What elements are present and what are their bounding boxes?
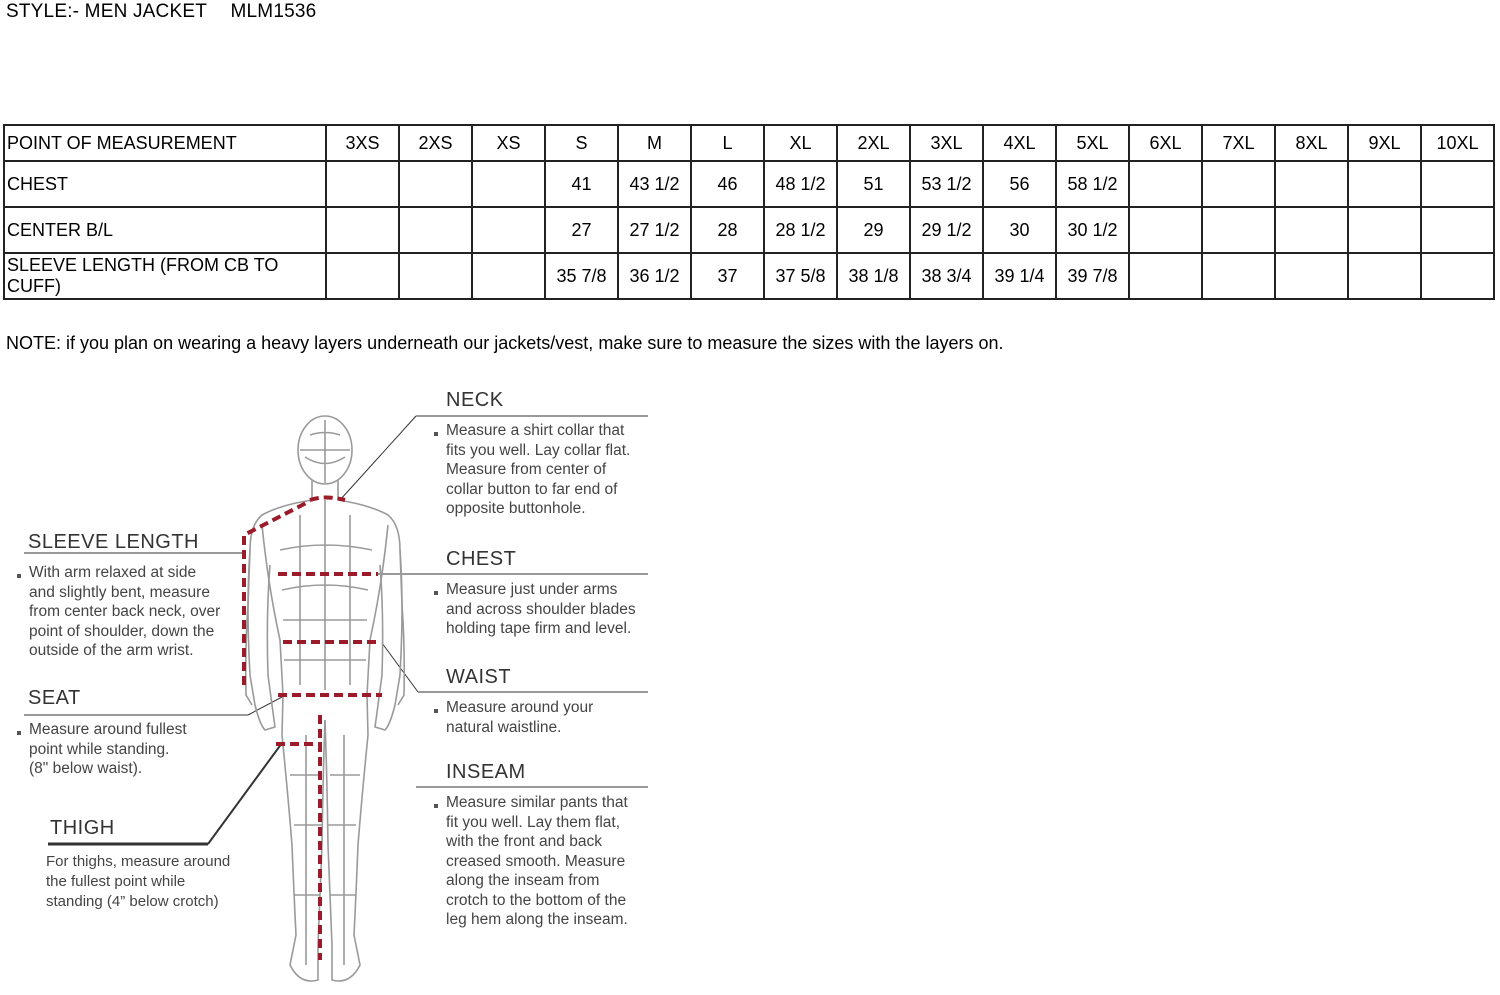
column-header-size: XS: [472, 125, 545, 161]
table-cell: [1202, 161, 1275, 207]
column-header-size: 10XL: [1421, 125, 1494, 161]
sleeve-length-description: With arm relaxed at side and slightly bent, measure from center back neck, over point of shoulder, down the outside of the arm wrist.: [29, 564, 221, 659]
table-cell: [472, 161, 545, 207]
chest-bullet: [434, 591, 438, 595]
table-cell: 56: [983, 161, 1056, 207]
chest-description: Measure just under arms and across shoulder blades holding tape firm and level.: [446, 581, 636, 637]
seat-bullet: [17, 731, 21, 735]
thigh-title: THIGH: [50, 817, 115, 839]
sleeve-length-title: SLEEVE LENGTH: [28, 531, 200, 553]
table-cell: [472, 253, 545, 299]
column-header-size: 3XS: [326, 125, 399, 161]
column-header-size: 3XL: [910, 125, 983, 161]
table-cell: [1421, 253, 1494, 299]
size-chart-table: [3, 124, 1495, 300]
table-cell: [399, 207, 472, 253]
table-cell: 29 1/2: [910, 207, 983, 253]
table-row: [4, 207, 1494, 253]
table-cell: 41: [545, 161, 618, 207]
column-header-size: XL: [764, 125, 837, 161]
table-cell: [399, 161, 472, 207]
table-cell: 35 7/8: [545, 253, 618, 299]
sleeve-bullet: [17, 574, 21, 578]
table-cell: 29: [837, 207, 910, 253]
column-header-size: 8XL: [1275, 125, 1348, 161]
column-header-point: POINT OF MEASUREMENT: [4, 125, 326, 161]
table-cell: 30: [983, 207, 1056, 253]
table-cell: 27 1/2: [618, 207, 691, 253]
table-cell: [1202, 207, 1275, 253]
table-cell: 30 1/2: [1056, 207, 1129, 253]
measurement-diagram: [0, 375, 700, 995]
style-label: STYLE:- MEN JACKET: [6, 1, 208, 22]
column-header-size: 6XL: [1129, 125, 1202, 161]
note-text: NOTE: if you plan on wearing a heavy layers underneath our jackets/vest, make sure to measure the sizes with the layers on.: [6, 333, 1004, 353]
table-cell: 37 5/8: [764, 253, 837, 299]
row-label: CENTER B/L: [4, 207, 326, 253]
table-cell: 43 1/2: [618, 161, 691, 207]
table-cell: [1129, 207, 1202, 253]
table-cell: 58 1/2: [1056, 161, 1129, 207]
table-cell: 38 1/8: [837, 253, 910, 299]
table-cell: [1348, 161, 1421, 207]
column-header-size: 9XL: [1348, 125, 1421, 161]
table-cell: [1421, 161, 1494, 207]
seat-title: SEAT: [28, 687, 81, 709]
table-cell: [399, 253, 472, 299]
table-cell: [1202, 253, 1275, 299]
table-cell: 37: [691, 253, 764, 299]
column-header-size: 4XL: [983, 125, 1056, 161]
table-cell: [1275, 207, 1348, 253]
table-row: [4, 253, 1494, 299]
table-cell: 28: [691, 207, 764, 253]
table-header-row: [4, 125, 1494, 161]
table-cell: 46: [691, 161, 764, 207]
table-cell: 53 1/2: [910, 161, 983, 207]
table-cell: [1421, 207, 1494, 253]
column-header-size: S: [545, 125, 618, 161]
table-cell: 27: [545, 207, 618, 253]
style-heading: [6, 1, 316, 23]
column-header-size: M: [618, 125, 691, 161]
table-cell: [326, 207, 399, 253]
inseam-title: INSEAM: [446, 761, 526, 783]
table-cell: [1129, 253, 1202, 299]
row-label: CHEST: [4, 161, 326, 207]
neck-bullet: [434, 432, 438, 436]
waist-title: WAIST: [446, 666, 512, 688]
table-cell: 36 1/2: [618, 253, 691, 299]
waist-description: Measure around your natural waistline.: [446, 699, 594, 736]
inseam-bullet: [434, 804, 438, 808]
table-cell: 38 3/4: [910, 253, 983, 299]
table-cell: [1275, 161, 1348, 207]
column-header-size: 7XL: [1202, 125, 1275, 161]
table-cell: 51: [837, 161, 910, 207]
column-header-size: 5XL: [1056, 125, 1129, 161]
column-header-size: L: [691, 125, 764, 161]
table-cell: [472, 207, 545, 253]
table-cell: 48 1/2: [764, 161, 837, 207]
table-cell: [326, 253, 399, 299]
table-cell: [1129, 161, 1202, 207]
table-cell: [1348, 207, 1421, 253]
inseam-description: Measure similar pants that fit you well. Lay them flat, with the front and back creased smooth. Measure along the inseam from crotch to the bottom of the leg hem along the inseam.: [446, 794, 628, 928]
table-cell: [1275, 253, 1348, 299]
seat-description: Measure around fullest point while standing. (8" below waist).: [29, 721, 187, 777]
table-cell: [1348, 253, 1421, 299]
style-code: MLM1536: [230, 1, 317, 22]
waist-bullet: [434, 709, 438, 713]
column-header-size: 2XL: [837, 125, 910, 161]
thigh-description: For thighs, measure around the fullest point while standing (4” below crotch): [46, 853, 231, 910]
table-cell: 28 1/2: [764, 207, 837, 253]
table-cell: [326, 161, 399, 207]
table-cell: 39 1/4: [983, 253, 1056, 299]
table-cell: 39 7/8: [1056, 253, 1129, 299]
row-label: SLEEVE LENGTH (FROM CB TO CUFF): [4, 253, 326, 299]
chest-title: CHEST: [446, 548, 517, 570]
neck-title: NECK: [446, 389, 504, 411]
column-header-size: 2XS: [399, 125, 472, 161]
neck-description: Measure a shirt collar that fits you well. Lay collar flat. Measure from center of collar button to far end of opposite buttonhole.: [446, 422, 631, 517]
table-row: [4, 161, 1494, 207]
